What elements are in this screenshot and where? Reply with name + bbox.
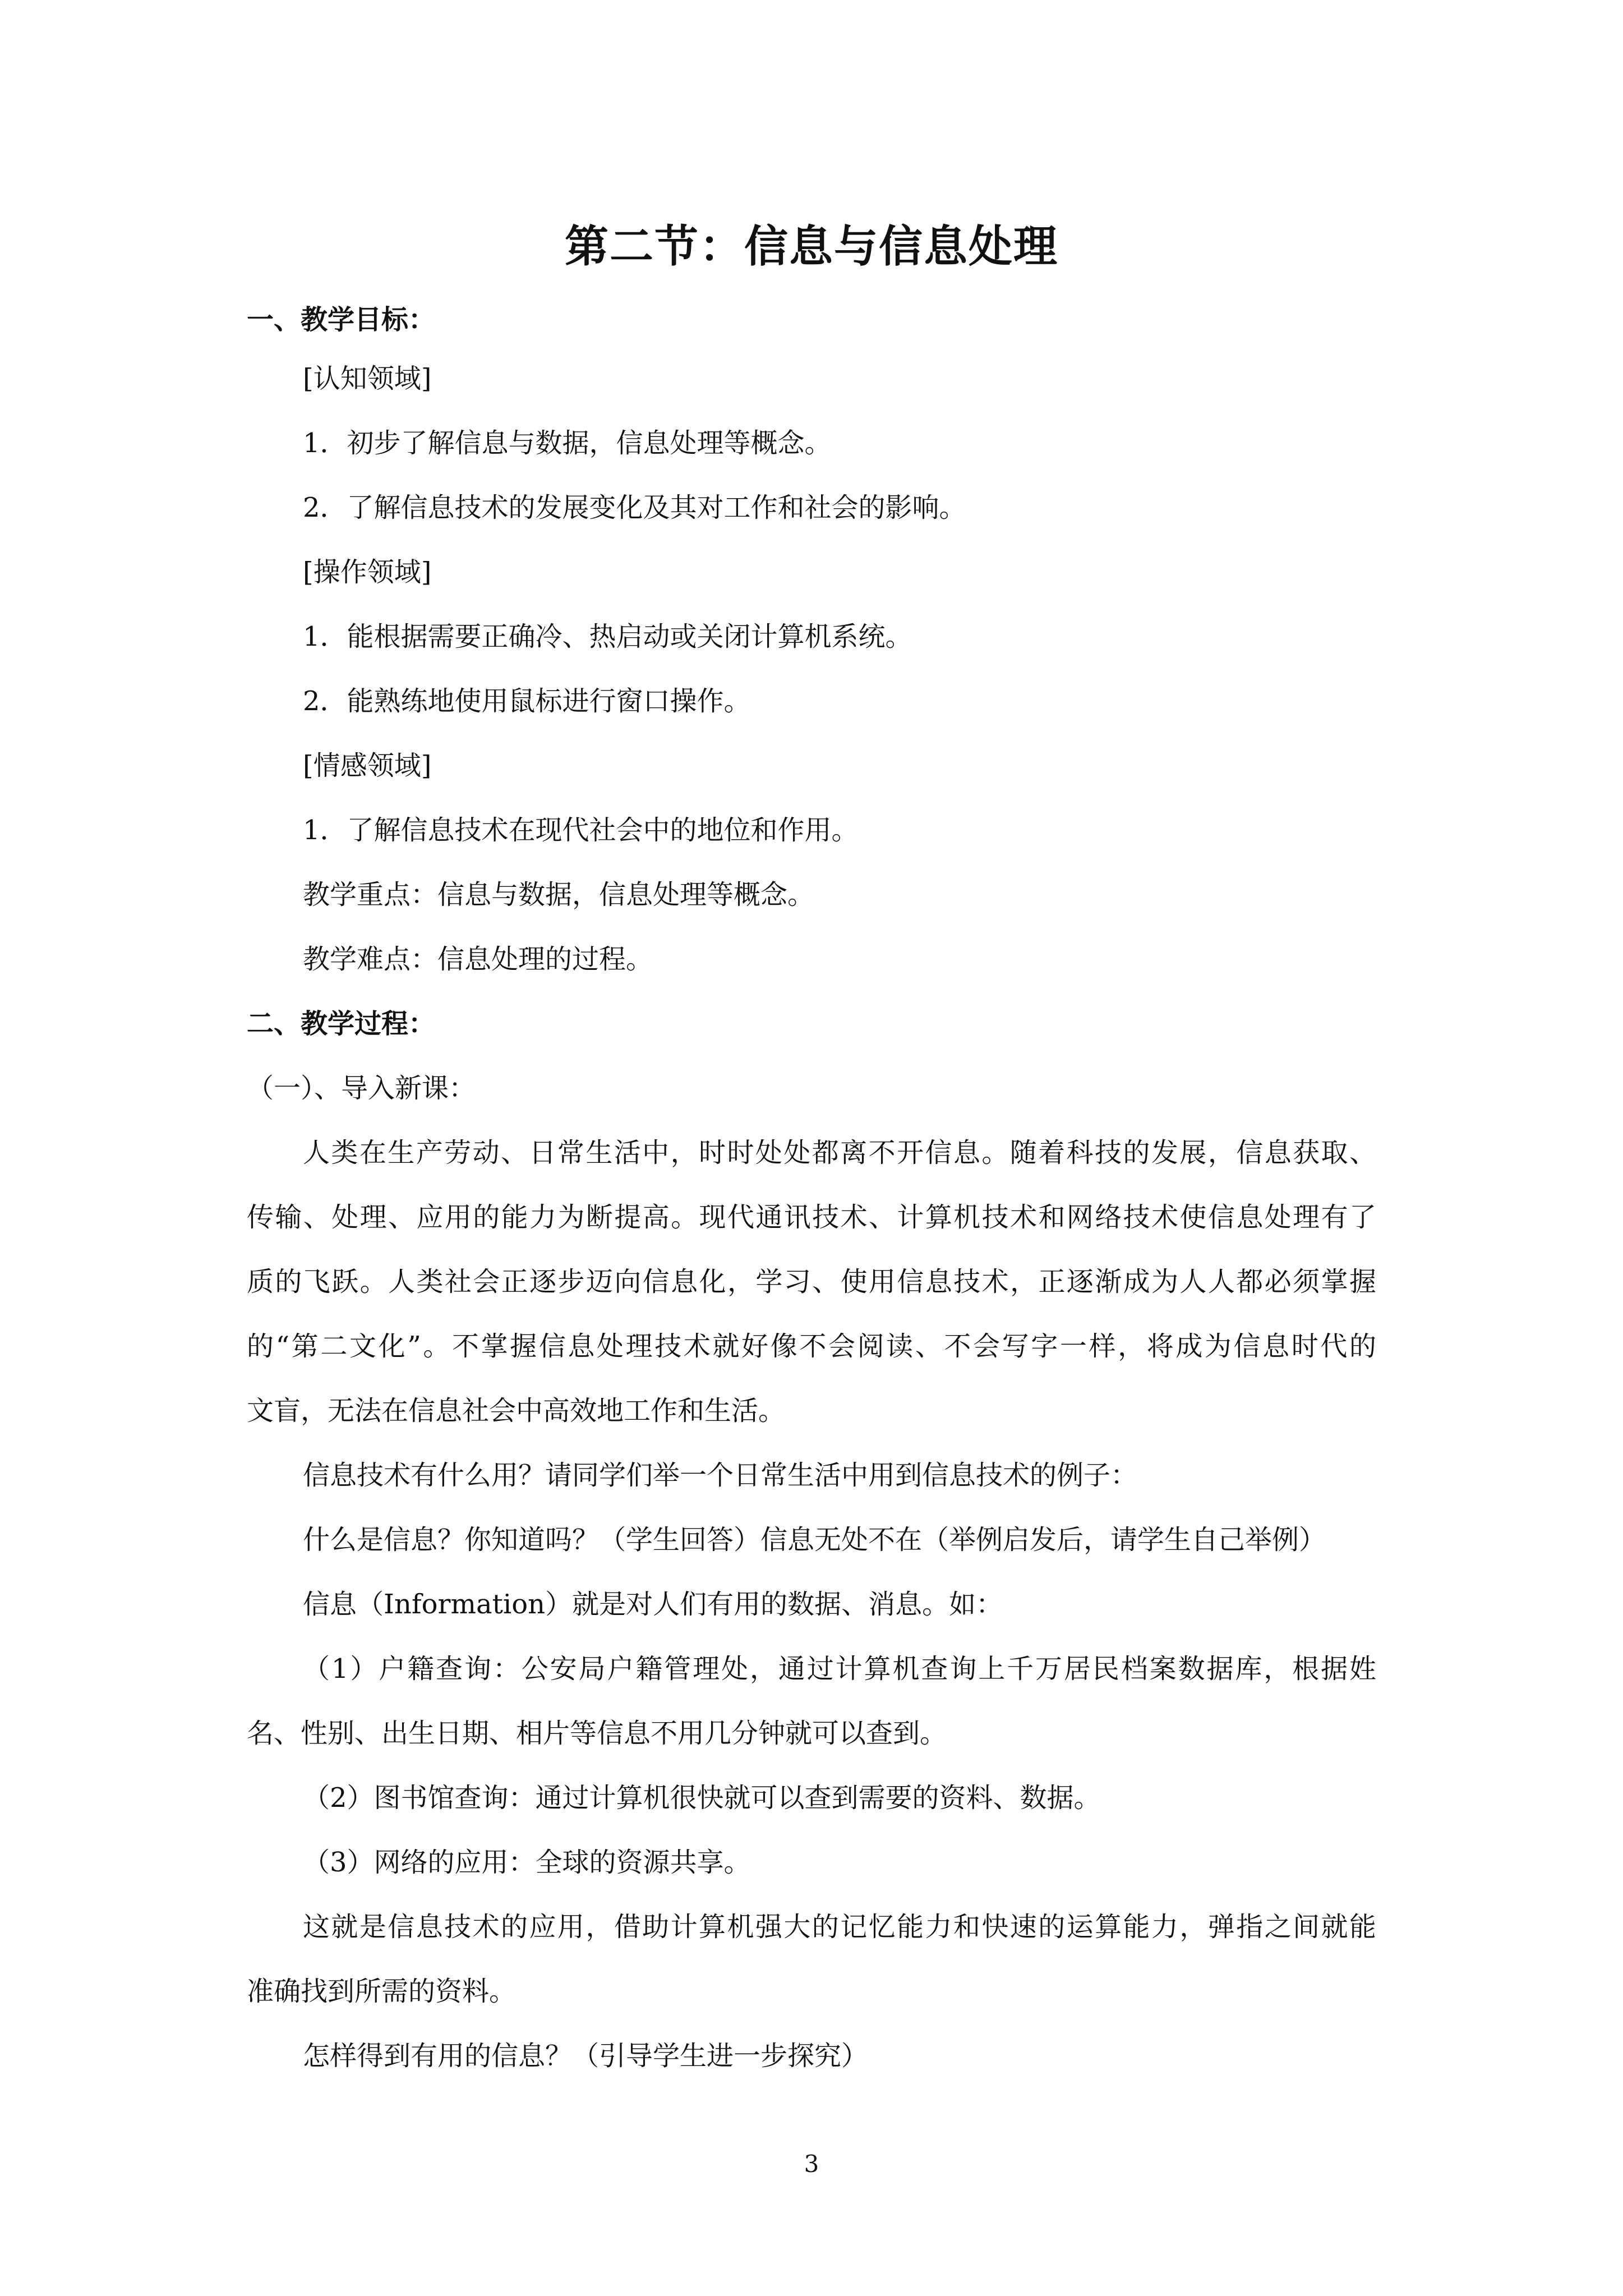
summary-paragraph-line-2: 准确找到所需的资料。 bbox=[247, 1976, 517, 2007]
cognitive-item-2: 2．了解信息技术的发展变化及其对工作和社会的影响。 bbox=[303, 492, 966, 523]
example-2: （2）图书馆查询：通过计算机很快就可以查到需要的资料、数据。 bbox=[303, 1782, 1101, 1814]
section-heading-objectives: 一、教学目标： bbox=[247, 304, 436, 335]
operation-domain-label: [操作领域] bbox=[303, 556, 432, 588]
page-title: 第二节：信息与信息处理 bbox=[564, 221, 1058, 272]
summary-paragraph-line-1: 这就是信息技术的应用，借助计算机强大的记忆能力和快速的运算能力，弹指之间就能 bbox=[303, 1911, 1376, 1943]
question-what-is-info: 什么是信息？你知道吗？（学生回答）信息无处不在（举例启发后，请学生自己举例） bbox=[303, 1524, 1326, 1556]
key-point: 教学重点：信息与数据，信息处理等概念。 bbox=[303, 879, 815, 910]
section-heading-process: 二、教学过程： bbox=[247, 1008, 436, 1039]
intro-paragraph-line-1: 人类在生产劳动、日常生活中，时时处处都离不开信息。随着科技的发展，信息获取、 bbox=[303, 1137, 1376, 1168]
cognitive-domain-label: [认知领域] bbox=[303, 363, 432, 394]
intro-paragraph-line-2: 传输、处理、应用的能力为断提高。现代通讯技术、计算机技术和网络技术使信息处理有了 bbox=[247, 1202, 1376, 1233]
difficult-point: 教学难点：信息处理的过程。 bbox=[303, 944, 653, 975]
question-useful-info: 怎样得到有用的信息？（引导学生进一步探究） bbox=[303, 2040, 869, 2072]
subheading-intro: （一）、导入新课： bbox=[247, 1073, 476, 1104]
cognitive-item-1: 1．初步了解信息与数据，信息处理等概念。 bbox=[303, 427, 832, 459]
example-1-line-1: （1）户籍查询：公安局户籍管理处，通过计算机查询上千万居民档案数据库，根据姓 bbox=[303, 1653, 1376, 1685]
intro-paragraph-line-5: 文盲，无法在信息社会中高效地工作和生活。 bbox=[247, 1395, 786, 1427]
emotion-domain-label: [情感领域] bbox=[303, 750, 432, 781]
intro-paragraph-line-4: 的“第二文化”。不掌握信息处理技术就好像不会阅读、不会写字一样，将成为信息时代的 bbox=[247, 1331, 1376, 1362]
operation-item-2: 2．能熟练地使用鼠标进行窗口操作。 bbox=[303, 685, 751, 717]
example-1-line-2: 名、性别、出生日期、相片等信息不用几分钟就可以查到。 bbox=[247, 1718, 947, 1749]
intro-paragraph-line-3: 质的飞跃。人类社会正逐步迈向信息化，学习、使用信息技术，正逐渐成为人人都必须掌握 bbox=[247, 1266, 1376, 1297]
question-usage: 信息技术有什么用？请同学们举一个日常生活中用到信息技术的例子： bbox=[303, 1460, 1138, 1491]
information-definition: 信息（Information）就是对人们有用的数据、消息。如： bbox=[303, 1589, 1003, 1620]
example-3: （3）网络的应用：全球的资源共享。 bbox=[303, 1847, 751, 1878]
page-number: 3 bbox=[804, 2150, 819, 2178]
emotion-item-1: 1．了解信息技术在现代社会中的地位和作用。 bbox=[303, 815, 859, 846]
operation-item-1: 1．能根据需要正确冷、热启动或关闭计算机系统。 bbox=[303, 621, 912, 652]
